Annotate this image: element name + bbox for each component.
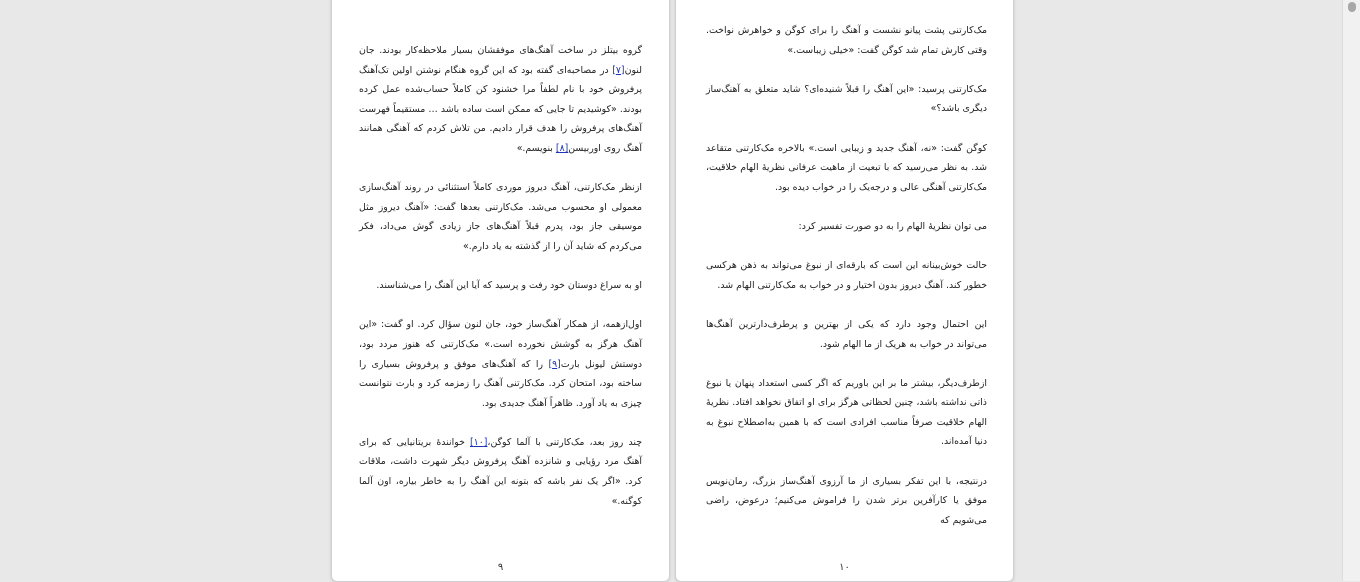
page-number: ۱۰ [839,562,850,573]
footnote-reference-link[interactable]: [۹] [548,358,561,370]
paragraph [359,315,642,413]
paragraph [706,374,987,452]
paragraph-text: خوانندهٔ بریتانیایی که برای آهنگ مرد رؤیایی و شانزده آهنگ پرفروش دیگر شهرت داشت، ملاقات کرد. «اگر یک نفر باشه که بتونه این آهنگ را به خاطر بیاره، اون آلما کوگنه.» [359,436,642,507]
paragraph [706,217,987,237]
paragraph-text: مک‌کارتنی پرسید: «این آهنگ را قبلاً شنیده‌ای؟ شاید متعلق به آهنگ‌ساز دیگری باشد؟» [706,83,987,115]
paragraph-text: بنویسم.» [516,142,556,154]
paragraph-text: را که آهنگ‌های موفق و پرفروش بسیاری را ساخته بود، امتحان کرد. مک‌کارتنی آهنگ را زمزمه کرد و بارت نتوانست چیزی به یاد آورد. ظاهراً آهنگ جدیدی بود. [359,358,642,409]
footnote-reference-link[interactable]: [۷] [612,64,625,76]
scrollbar-thumb[interactable] [1348,2,1356,12]
paragraph [359,41,642,159]
page-number: ۹ [497,562,504,573]
paragraph [706,21,987,60]
paragraph [706,315,987,354]
paragraph [706,139,987,198]
paragraph-text: ازنظر مک‌کارتنی، آهنگ دیروز موردی کاملاً استثنائی در روند آهنگ‌سازی معمولی او محسوب می‌شد. مک‌کارتنی بعدها گفت: «آهنگ دیروز مثل موسیقی جاز بود، پدرم قبلاً آهنگ‌های جاز زیادی گوش می‌داد، فکر می‌کردم که شاید آن را از گذشته به یاد دارم.» [359,182,642,252]
paragraph [359,433,642,511]
paragraph [706,256,987,295]
paragraph [706,80,987,119]
paragraph [706,472,987,531]
vertical-scrollbar[interactable] [1342,0,1360,581]
paragraph-text: او به سراغ دوستان خود رفت و پرسید که آیا این آهنگ را می‌شناسند. [376,280,642,292]
page-10-text-column [706,21,987,550]
footnote-reference-link[interactable]: [۱۰] [470,436,488,448]
paragraph-text: ازطرف‌دیگر، بیشتر ما بر این باوریم که اگر کسی استعداد پنهان یا نبوغ ذاتی نداشته باشد، چنین لحظاتی هرگز برای او اتفاق نخواهد افتاد. نظریهٔ الهام خلاقیت صرفاً مناسب افرادی است که با همین به‌اصطلاح نبوغ به دنیا آمده‌اند. [706,377,987,448]
paragraph-text: درنتیجه، با این تفکر بسیاری از ما آرزوی آهنگ‌ساز بزرگ، رمان‌نویس موفق یا کارآفرین برتر شدن را فراموش می‌کنیم؛ درعوض، راضی می‌شویم که [706,475,987,526]
page-9-text-column [359,41,642,531]
paragraph-text: می توان نظریهٔ الهام را به دو صورت تفسیر کرد: [798,220,987,232]
paragraph-text: کوگن گفت: «نه، آهنگ جدید و زیبایی است.» بالاخره مک‌کارتنی متقاعد شد. به نظر می‌رسید که با تبعیت از ماهیت عرفانی نظریهٔ الهام خلاقیت، مک‌کارتنی آهنگی عالی و درجه‌یک را در خواب دیده بود. [706,142,987,193]
paragraph-text: چند روز بعد، مک‌کارتنی با آلما کوگن، [487,436,642,448]
paragraph-text: اول‌ازهمه، از همکار آهنگ‌ساز خود، جان لنون سؤال کرد. او گفت: «این آهنگ هرگز به گوشش نخورده است.» مک‌کارتنی که هنوز مردد بود، دوستش لیونل بارت [359,319,643,370]
paragraph [359,276,642,296]
paragraph-text: مک‌کارتنی پشت پیانو نشست و آهنگ را برای کوگن و خواهرش نواخت. وقتی کارش تمام شد کوگن گفت: «خیلی زیباست.» [706,25,987,56]
paragraph [359,178,642,256]
paragraph-text: این احتمال وجود دارد که یکی از بهترین و پرطرف‌دارترین آهنگ‌ها می‌تواند در خواب به هریک از ما الهام شود. [706,318,987,350]
paragraph-text: حالت خوش‌بینانه این است که بارقه‌ای از نبوغ می‌تواند به ذهن هرکسی خطور کند. آهنگ دیروز بدون اختیار و در خواب به مک‌کارتنی الهام شد. [706,260,987,291]
paragraph-text: گروه بیتلز در ساخت آهنگ‌های موفقشان بسیار ملاحظه‌کار بودند. جان لنون [359,45,642,76]
footnote-reference-link[interactable]: [۸] [555,142,569,154]
page-9 [331,0,670,582]
paragraph-text: در مصاحبه‌ای گفته بود که این گروه هنگام نوشتن اولین تک‌آهنگ پرفروش خود با نام لطفاً مرا خشنود کن کاملاً حساب‌شده عمل کرده بودند. «کوشیدیم تا جایی که ممکن است ساده باشد … مستقیماً فهرست آهنگ‌های پرفروش را هدف قرار دادیم. من تلاش کردم که آهنگی همانند آهنگ روی اوربیسن [359,64,642,154]
page-10 [675,0,1014,582]
